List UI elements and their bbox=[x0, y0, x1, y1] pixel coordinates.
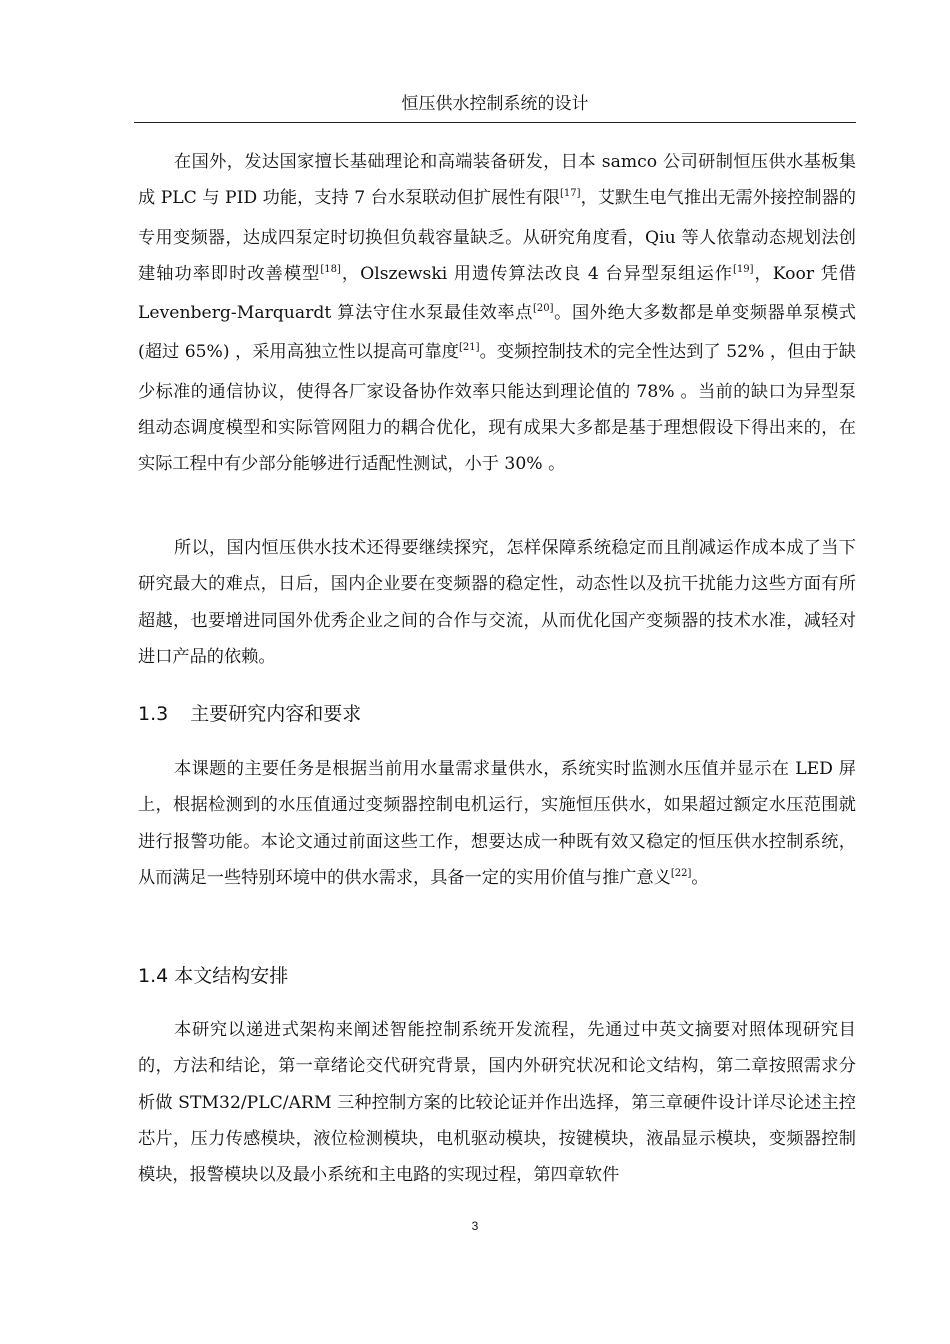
paragraph-text: 。变频控制技术的完全性达到了 52% ，但由于缺少标准的通信协议，使得各厂家设备协作效率只能达到理论值的 78% 。当前的缺口为异型泵组动态调度模型和实际管网阻力的耦合优化，现有成果大多都是基于理想假设下得出来的，在实际工程中有少部分能够进行适配性测试，小于 30% 。 bbox=[138, 342, 856, 475]
section-title: 主要研究内容和要求 bbox=[190, 703, 362, 725]
paragraph-text: 在国外，发达国家擅长基础理论和高端装备研发，日本 samco 公司研制恒压供水基板集成 PLC 与 PID 功能，支持 7 台水泵联动但扩展性有限 bbox=[138, 152, 856, 209]
citation-ref: [19] bbox=[732, 263, 754, 275]
citation-ref: [22] bbox=[670, 867, 692, 879]
section-heading-1-4 bbox=[138, 960, 856, 992]
paragraph-research-content bbox=[138, 751, 856, 899]
section-heading-1-3 bbox=[138, 698, 856, 730]
citation-ref: [18] bbox=[320, 263, 341, 275]
section-number: 1.3 bbox=[138, 703, 169, 725]
paragraph-text: ，Olszewski 用遗传算法改良 4 台异型泵组运作 bbox=[340, 263, 733, 284]
paragraph-domestic-outlook: 所以，国内恒压供水技术还得要继续探究，怎样保障系统稳定而且削减运作成本成了当下研究最大的难点，日后，国内企业要在变频器的稳定性，动态性以及抗干扰能力这些方面有所超越，也要增进同国外优秀企业之间的合作与交流，从而优化国产变频器的技术水准，减轻对进口产品的依赖。 bbox=[138, 538, 856, 667]
paragraph-foreign-research bbox=[138, 144, 856, 483]
section-number: 1.4 bbox=[138, 965, 169, 987]
paragraph-text: ，Koor 凭借 Levenberg-Marquardt 算法守住水泵最佳效率点 bbox=[138, 263, 856, 324]
citation-ref: [21] bbox=[459, 342, 480, 354]
page-number: 3 bbox=[471, 1219, 479, 1233]
paragraph-text: 本课题的主要任务是根据当前用水量需求量供水，系统实时监测水压值并显示在 LED 屏上，根据检测到的水压值通过变频器控制电机运行，实施恒压供水，如果超过额定水压范围就进行报警功能。本论文通过前面这些工作，想要达成一种既有效又稳定的恒压供水控制系统，从而满足一些特别环境中的供水需求，具备一定的实用价值与推广意义 bbox=[138, 759, 856, 888]
paragraph-text: 。国外绝大多数都是单变频器单泵模式(超过 65%) ，采用高独立性以提高可靠度 bbox=[138, 303, 856, 363]
paragraph-thesis-structure: 本研究以递进式架构来阐述智能控制系统开发流程，先通过中英文摘要对照体现研究目的，方法和结论，第一章绪论交代研究背景，国内外研究状况和论文结构，第二章按照需求分析做 STM32/PLC/ARM 三种控制方案的比较论证并作出选择，第三章硬件设计详尽论述主控芯片，压力传感模块，液位检测模块，电机驱动模块，按键模块，液晶显示模块，变频器控制模块，报警模块以及最小系统和主电路的实现过程，第四章软件 bbox=[138, 1020, 856, 1186]
paragraph-text: ，艾默生电气推出无需外接控制器的专用变频器，达成四泵定时切换但负载容量缺乏。从研究角度看，Qiu 等人依靠动态规划法创建轴功率即时改善模型 bbox=[138, 188, 856, 284]
running-header: 恒压供水控制系统的设计 bbox=[401, 94, 589, 114]
citation-ref: [17] bbox=[560, 188, 581, 200]
paragraph-text: 。 bbox=[691, 867, 709, 888]
section-title: 本文结构安排 bbox=[174, 965, 289, 987]
citation-ref: [20] bbox=[533, 303, 554, 315]
header-divider bbox=[134, 122, 856, 123]
